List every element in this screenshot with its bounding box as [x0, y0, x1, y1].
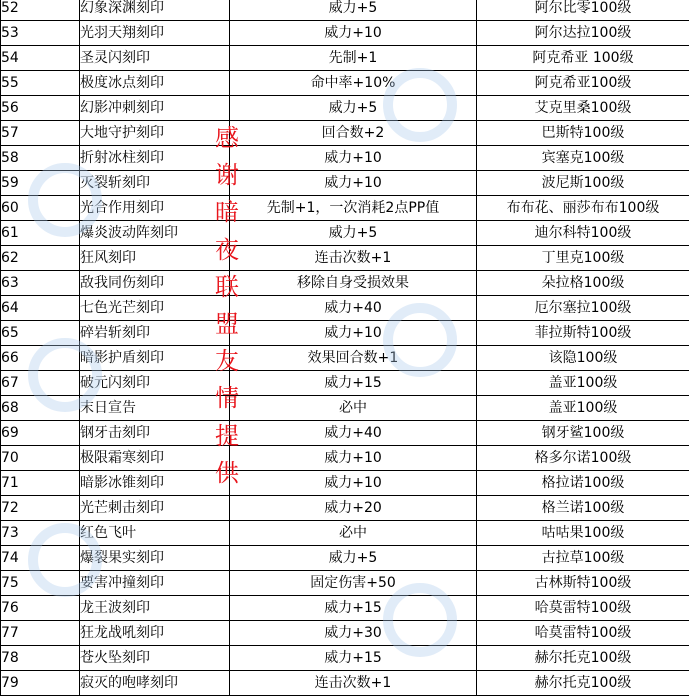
table-row — [1, 471, 689, 496]
source-cell: 钢牙鲨100级 — [477, 421, 689, 446]
table-row — [1, 546, 689, 571]
source-cell: 丁里克100级 — [477, 246, 689, 271]
effect-cell: 威力+5 — [230, 96, 477, 121]
table-row — [1, 146, 689, 171]
source-cell: 格多尔诺100级 — [477, 446, 689, 471]
effect-cell: 威力+5 — [230, 0, 477, 21]
table-row — [1, 121, 689, 146]
effect-cell: 必中 — [230, 521, 477, 546]
table-row — [1, 571, 689, 596]
table-row — [1, 196, 689, 221]
row-number-cell: 65 — [1, 321, 80, 346]
seal-name-cell: 龙王波刻印 — [80, 596, 230, 621]
source-cell: 盖亚100级 — [477, 371, 689, 396]
seal-name-cell: 极度冰点刻印 — [80, 71, 230, 96]
table-row — [1, 0, 689, 21]
seal-name-cell: 圣灵闪刻印 — [80, 46, 230, 71]
source-cell: 波尼斯100级 — [477, 171, 689, 196]
source-cell: 古林斯特100级 — [477, 571, 689, 596]
effect-cell: 威力+40 — [230, 296, 477, 321]
source-cell: 咕咕果100级 — [477, 521, 689, 546]
row-number-cell: 71 — [1, 471, 80, 496]
row-number-cell: 79 — [1, 671, 80, 696]
seal-name-cell: 爆裂果实刻印 — [80, 546, 230, 571]
seal-name-cell: 狂风刻印 — [80, 246, 230, 271]
table-row — [1, 96, 689, 121]
seal-name-cell: 折射冰柱刻印 — [80, 146, 230, 171]
source-cell: 该隐100级 — [477, 346, 689, 371]
source-cell: 格拉诺100级 — [477, 471, 689, 496]
watermark-char: 情 — [215, 384, 239, 413]
seal-name-cell: 碎岩斩刻印 — [80, 321, 230, 346]
row-number-cell: 62 — [1, 246, 80, 271]
effect-cell: 威力+15 — [230, 371, 477, 396]
source-cell: 阿克希亚 100级 — [477, 46, 689, 71]
seal-name-cell: 爆炎波动阵刻印 — [80, 221, 230, 246]
source-cell: 艾克里桑100级 — [477, 96, 689, 121]
effect-cell: 先制+1 — [230, 46, 477, 71]
source-cell: 迪尔科特100级 — [477, 221, 689, 246]
source-cell: 阿尔达拉100级 — [477, 21, 689, 46]
seal-name-cell: 苍火坠刻印 — [80, 646, 230, 671]
table-row — [1, 221, 689, 246]
source-cell: 宾塞克100级 — [477, 146, 689, 171]
source-cell: 格兰诺100级 — [477, 496, 689, 521]
watermark-char: 联 — [215, 272, 239, 301]
row-number-cell: 58 — [1, 146, 80, 171]
table-body — [1, 0, 689, 696]
effect-cell: 威力+10 — [230, 21, 477, 46]
watermark-char: 感 — [215, 124, 239, 152]
effect-cell: 威力+15 — [230, 596, 477, 621]
row-number-cell: 69 — [1, 421, 80, 446]
effect-cell: 威力+40 — [230, 421, 477, 446]
table-row — [1, 371, 689, 396]
seal-name-cell: 红色飞叶 — [80, 521, 230, 546]
source-cell: 菲拉斯特100级 — [477, 321, 689, 346]
row-number-cell: 64 — [1, 296, 80, 321]
effect-cell: 威力+15 — [230, 646, 477, 671]
table-row — [1, 496, 689, 521]
table-row — [1, 396, 689, 421]
seal-name-cell: 敌我同伤刻印 — [80, 271, 230, 296]
effect-cell: 威力+10 — [230, 146, 477, 171]
watermark-char: 暗 — [215, 198, 239, 227]
effect-cell: 命中率+10% — [230, 71, 477, 96]
source-cell: 阿克希亚100级 — [477, 71, 689, 96]
table-row — [1, 46, 689, 71]
source-cell: 朵拉格100级 — [477, 271, 689, 296]
effect-cell: 威力+10 — [230, 446, 477, 471]
seal-name-cell: 幻影冲刺刻印 — [80, 96, 230, 121]
row-number-cell: 53 — [1, 21, 80, 46]
watermark-char: 提 — [215, 421, 239, 450]
watermark-char: 谢 — [215, 161, 239, 190]
row-number-cell: 54 — [1, 46, 80, 71]
effect-cell: 效果回合数+1 — [230, 346, 477, 371]
row-number-cell: 77 — [1, 621, 80, 646]
row-number-cell: 59 — [1, 171, 80, 196]
table-row — [1, 421, 689, 446]
row-number-cell: 63 — [1, 271, 80, 296]
seal-name-cell: 要害冲撞刻印 — [80, 571, 230, 596]
effect-cell: 威力+5 — [230, 221, 477, 246]
source-cell: 哈莫雷特100级 — [477, 621, 689, 646]
source-cell: 古拉草100级 — [477, 546, 689, 571]
effect-cell: 固定伤害+50 — [230, 571, 477, 596]
seal-name-cell: 寂灭的咆哮刻印 — [80, 671, 230, 696]
seal-name-cell: 钢牙击刻印 — [80, 421, 230, 446]
seal-name-cell: 七色光芒刻印 — [80, 296, 230, 321]
seal-name-cell: 幻象深渊刻印 — [80, 0, 230, 21]
seal-name-cell: 末日宣告 — [80, 396, 230, 421]
seal-name-cell: 破元闪刻印 — [80, 371, 230, 396]
row-number-cell: 76 — [1, 596, 80, 621]
table-row — [1, 346, 689, 371]
table-row — [1, 446, 689, 471]
effect-cell: 威力+10 — [230, 471, 477, 496]
effect-cell: 先制+1，一次消耗2点PP值 — [230, 196, 477, 221]
table-row — [1, 646, 689, 671]
seal-name-cell: 暗影护盾刻印 — [80, 346, 230, 371]
source-cell: 赫尔托克100级 — [477, 671, 689, 696]
source-cell: 盖亚100级 — [477, 396, 689, 421]
effect-cell: 连击次数+1 — [230, 671, 477, 696]
table-row — [1, 171, 689, 196]
seal-name-cell: 大地守护刻印 — [80, 121, 230, 146]
row-number-cell: 61 — [1, 221, 80, 246]
row-number-cell: 70 — [1, 446, 80, 471]
table-row — [1, 246, 689, 271]
effect-cell: 威力+10 — [230, 171, 477, 196]
row-number-cell: 67 — [1, 371, 80, 396]
row-number-cell: 60 — [1, 196, 80, 221]
seal-name-cell: 狂龙战吼刻印 — [80, 621, 230, 646]
source-cell: 巴斯特100级 — [477, 121, 689, 146]
source-cell: 厄尔塞拉100级 — [477, 296, 689, 321]
source-cell: 赫尔托克100级 — [477, 646, 689, 671]
row-number-cell: 55 — [1, 71, 80, 96]
seal-name-cell: 极限霜寒刻印 — [80, 446, 230, 471]
row-number-cell: 57 — [1, 121, 80, 146]
watermark-char: 盟 — [215, 310, 239, 339]
effect-cell: 威力+10 — [230, 321, 477, 346]
row-number-cell: 68 — [1, 396, 80, 421]
effect-cell: 移除自身受损效果 — [230, 271, 477, 296]
table-row — [1, 671, 689, 696]
seal-name-cell: 光羽天翔刻印 — [80, 21, 230, 46]
table-row — [1, 296, 689, 321]
table-row — [1, 21, 689, 46]
source-cell: 哈莫雷特100级 — [477, 596, 689, 621]
watermark-char: 夜 — [215, 235, 239, 264]
effect-cell: 连击次数+1 — [230, 246, 477, 271]
table-row — [1, 271, 689, 296]
seal-name-cell: 光芒刺击刻印 — [80, 496, 230, 521]
table-row — [1, 621, 689, 646]
seal-name-cell: 灭裂斩刻印 — [80, 171, 230, 196]
row-number-cell: 78 — [1, 646, 80, 671]
effect-cell: 威力+5 — [230, 546, 477, 571]
row-number-cell: 72 — [1, 496, 80, 521]
source-cell: 阿尔比零100级 — [477, 0, 689, 21]
watermark-char: 供 — [215, 458, 239, 487]
table-row — [1, 596, 689, 621]
seal-name-cell: 暗影冰锥刻印 — [80, 471, 230, 496]
watermark-char: 友 — [215, 347, 239, 376]
row-number-cell: 75 — [1, 571, 80, 596]
table-row — [1, 321, 689, 346]
effect-cell: 回合数+2 — [230, 121, 477, 146]
effect-cell: 威力+20 — [230, 496, 477, 521]
source-cell: 布布花、丽莎布布100级 — [477, 196, 689, 221]
row-number-cell: 74 — [1, 546, 80, 571]
row-number-cell: 66 — [1, 346, 80, 371]
row-number-cell: 73 — [1, 521, 80, 546]
table-row — [1, 521, 689, 546]
effect-cell: 必中 — [230, 396, 477, 421]
row-number-cell: 52 — [1, 0, 80, 21]
effect-cell: 威力+30 — [230, 621, 477, 646]
row-number-cell: 56 — [1, 96, 80, 121]
seal-name-cell: 光合作用刻印 — [80, 196, 230, 221]
table-row — [1, 71, 689, 96]
